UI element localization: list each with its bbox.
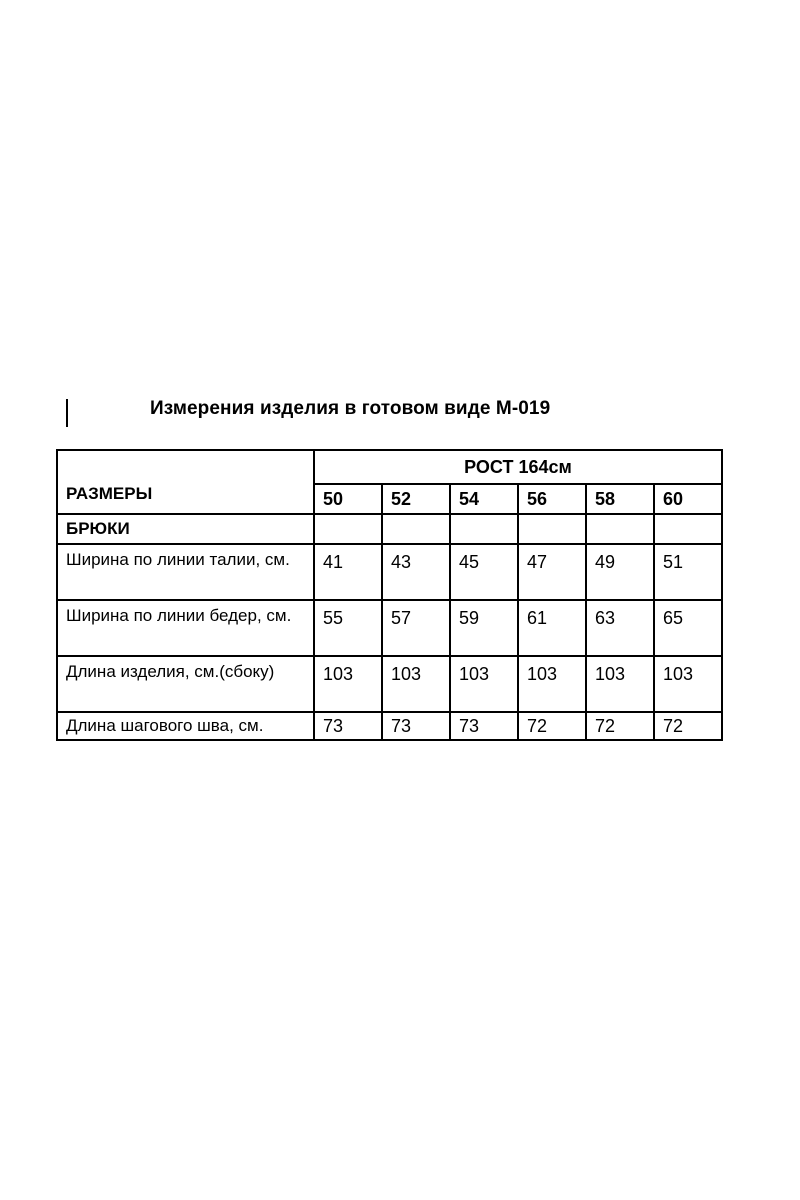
measurement-value-cell: 65 xyxy=(654,600,722,656)
measurement-value-cell: 61 xyxy=(518,600,586,656)
measurement-value-cell: 43 xyxy=(382,544,450,600)
measurement-value-cell: 103 xyxy=(654,656,722,712)
size-cell: 54 xyxy=(450,484,518,514)
section-label-cell: БРЮКИ xyxy=(57,514,314,544)
measurement-value-cell: 63 xyxy=(586,600,654,656)
measurement-value-cell: 103 xyxy=(382,656,450,712)
table-header-row xyxy=(57,450,722,484)
measurement-value-cell: 51 xyxy=(654,544,722,600)
measurement-value-cell: 57 xyxy=(382,600,450,656)
measurement-value-cell: 103 xyxy=(518,656,586,712)
text-cursor-marker xyxy=(66,399,68,427)
measurement-value-cell: 45 xyxy=(450,544,518,600)
empty-cell xyxy=(450,514,518,544)
measurement-value-cell: 55 xyxy=(314,600,382,656)
table-row xyxy=(57,656,722,712)
empty-cell xyxy=(382,514,450,544)
table-row xyxy=(57,712,722,740)
measurement-value-cell: 72 xyxy=(586,712,654,740)
measurement-value-cell: 103 xyxy=(450,656,518,712)
table-row xyxy=(57,600,722,656)
measurement-label-cell: Длина шагового шва, см. xyxy=(57,712,314,740)
section-row xyxy=(57,514,722,544)
measurement-value-cell: 73 xyxy=(314,712,382,740)
measurement-value-cell: 49 xyxy=(586,544,654,600)
size-cell: 60 xyxy=(654,484,722,514)
size-cell: 58 xyxy=(586,484,654,514)
size-cell: 50 xyxy=(314,484,382,514)
measurement-value-cell: 47 xyxy=(518,544,586,600)
table-row xyxy=(57,544,722,600)
measurement-value-cell: 103 xyxy=(586,656,654,712)
empty-cell xyxy=(314,514,382,544)
measurement-value-cell: 41 xyxy=(314,544,382,600)
height-header-cell: РОСТ 164см xyxy=(314,450,722,484)
empty-cell xyxy=(654,514,722,544)
measurement-value-cell: 59 xyxy=(450,600,518,656)
measurement-value-cell: 73 xyxy=(450,712,518,740)
sizes-header-cell: РАЗМЕРЫ xyxy=(57,450,314,514)
size-cell: 56 xyxy=(518,484,586,514)
measurement-value-cell: 72 xyxy=(518,712,586,740)
measurement-value-cell: 72 xyxy=(654,712,722,740)
measurement-value-cell: 73 xyxy=(382,712,450,740)
size-cell: 52 xyxy=(382,484,450,514)
empty-cell xyxy=(518,514,586,544)
document-title: Измерения изделия в готовом виде М-019 xyxy=(150,398,551,419)
measurement-label-cell: Длина изделия, см.(сбоку) xyxy=(57,656,314,712)
size-chart-table xyxy=(56,449,723,741)
empty-cell xyxy=(586,514,654,544)
measurement-label-cell: Ширина по линии талии, см. xyxy=(57,544,314,600)
measurement-label-cell: Ширина по линии бедер, см. xyxy=(57,600,314,656)
measurement-value-cell: 103 xyxy=(314,656,382,712)
